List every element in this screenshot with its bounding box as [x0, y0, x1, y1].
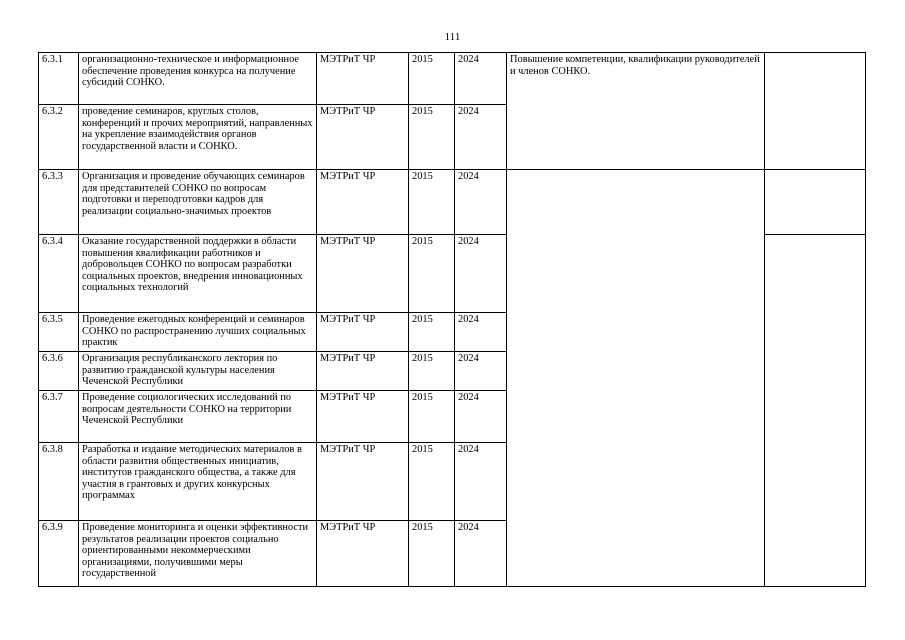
- measure-text: проведение семинаров, круглых столов, конференций и прочих мероприятий, направленных на укрепление взаимодействия органов государственной власти и СОНКО.: [79, 105, 317, 170]
- measures-table: [38, 52, 866, 587]
- row-number: 6.3.5: [39, 313, 79, 352]
- row-number: 6.3.8: [39, 443, 79, 521]
- table-row: [39, 53, 866, 105]
- empty-cell: [765, 235, 866, 587]
- measure-text: Проведение социологических исследований по вопросам деятельности СОНКО на территории Чеченской Республики: [79, 391, 317, 443]
- start-year-cell: 2015: [409, 313, 455, 352]
- executor-cell: МЭТРиТ ЧР: [317, 53, 409, 105]
- measure-text: Оказание государственной поддержки в области повышения квалификации работников и добровольцев СОНКО по вопросам разработки социальных проектов, внедрения инновационных социальных технологий: [79, 235, 317, 313]
- start-year-cell: 2015: [409, 352, 455, 391]
- end-year-cell: 2024: [455, 53, 507, 105]
- measure-text: Проведение мониторинга и оценки эффективности результатов реализации проектов социально ориентированными некоммерческими организациями, получившими меры государственной: [79, 521, 317, 587]
- measure-text: организационно-техническое и информационное обеспечение проведения конкурса на получение субсидий СОНКО.: [79, 53, 317, 105]
- row-number: 6.3.9: [39, 521, 79, 587]
- end-year-cell: 2024: [455, 521, 507, 587]
- executor-cell: МЭТРиТ ЧР: [317, 313, 409, 352]
- start-year-cell: 2015: [409, 391, 455, 443]
- row-number: 6.3.3: [39, 170, 79, 235]
- measure-text: Разработка и издание методических материалов в области развития общественных инициатив, институтов гражданского общества, а также для участия в грантовых и других конкурсных программах: [79, 443, 317, 521]
- executor-cell: МЭТРиТ ЧР: [317, 105, 409, 170]
- empty-cell: [765, 170, 866, 235]
- empty-cell: [765, 53, 866, 170]
- executor-cell: МЭТРиТ ЧР: [317, 521, 409, 587]
- row-number: 6.3.6: [39, 352, 79, 391]
- row-number: 6.3.1: [39, 53, 79, 105]
- end-year-cell: 2024: [455, 443, 507, 521]
- start-year-cell: 2015: [409, 53, 455, 105]
- start-year-cell: 2015: [409, 105, 455, 170]
- table-row: [39, 170, 866, 235]
- executor-cell: МЭТРиТ ЧР: [317, 443, 409, 521]
- end-year-cell: 2024: [455, 105, 507, 170]
- executor-cell: МЭТРиТ ЧР: [317, 170, 409, 235]
- row-number: 6.3.2: [39, 105, 79, 170]
- row-number: 6.3.7: [39, 391, 79, 443]
- start-year-cell: 2015: [409, 521, 455, 587]
- result-cell: Повышение компетенции, квалификации руководителей и членов СОНКО.: [507, 53, 765, 170]
- empty-result-cell: [507, 170, 765, 587]
- executor-cell: МЭТРиТ ЧР: [317, 235, 409, 313]
- executor-cell: МЭТРиТ ЧР: [317, 352, 409, 391]
- page-number: 111: [444, 31, 461, 43]
- row-number: 6.3.4: [39, 235, 79, 313]
- end-year-cell: 2024: [455, 313, 507, 352]
- start-year-cell: 2015: [409, 170, 455, 235]
- end-year-cell: 2024: [455, 391, 507, 443]
- end-year-cell: 2024: [455, 170, 507, 235]
- end-year-cell: 2024: [455, 352, 507, 391]
- executor-cell: МЭТРиТ ЧР: [317, 391, 409, 443]
- start-year-cell: 2015: [409, 235, 455, 313]
- start-year-cell: 2015: [409, 443, 455, 521]
- measure-text: Организация республиканского лектория по развитию гражданской культуры населения Чеченской Республики: [79, 352, 317, 391]
- measure-text: Проведение ежегодных конференций и семинаров СОНКО по распространению лучших социальных практик: [79, 313, 317, 352]
- measure-text: Организация и проведение обучающих семинаров для представителей СОНКО по вопросам подготовки и переподготовки кадров для реализации социально-значимых проектов: [79, 170, 317, 235]
- end-year-cell: 2024: [455, 235, 507, 313]
